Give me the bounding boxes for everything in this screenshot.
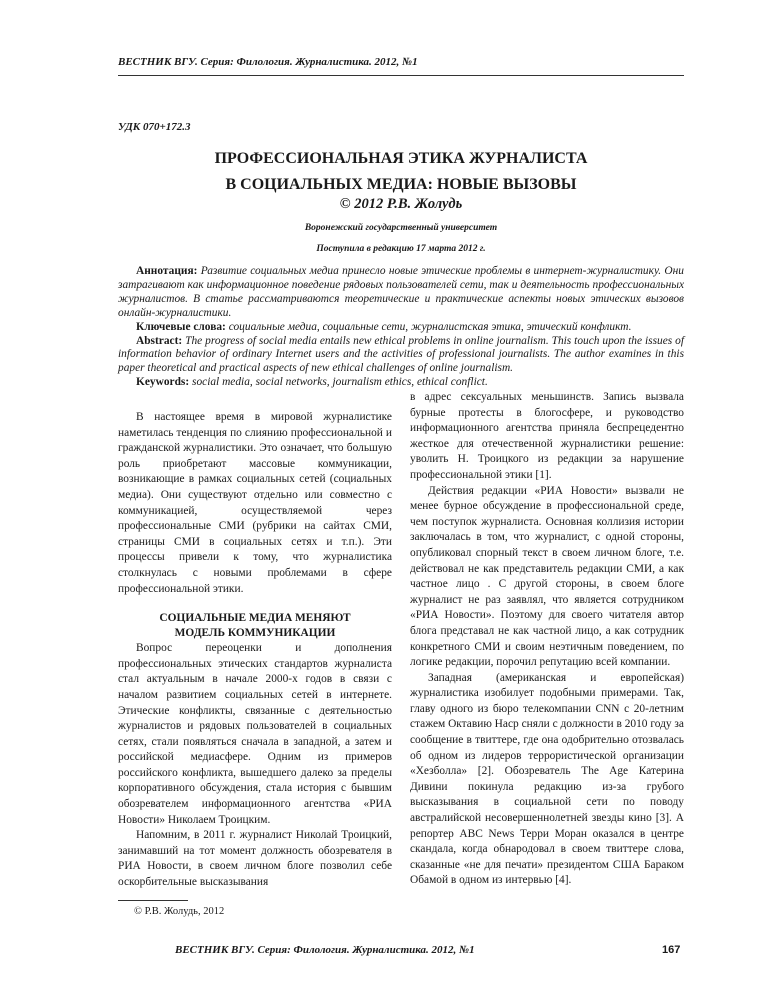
article-title-line-2: В СОЦИАЛЬНЫХ МЕДИА: НОВЫЕ ВЫЗОВЫ [225,176,577,193]
article-title-line-1: ПРОФЕССИОНАЛЬНАЯ ЭТИКА ЖУРНАЛИСТА [214,150,588,167]
body-paragraph: В настоящее время в мировой журналистике наметилась тенденция по слиянию профессиональной и гражданской журналистики. Это означает, что большую роль приобретают массовые коммуникации, возникающие в рамках социальных сетей (социальных медиа). Они существуют отдельно или совместно с коммуникацией, осуществляемой через профессиональные СМИ (рубрики на сайтах СМИ, страницы СМИ в социальных сетях и т.п.). Эти процессы привели к тому, что журналистика столкнулась с новыми проблемами в сфере профессиональной этики. [118,411,392,595]
right-column [410,390,684,889]
body-paragraph: Западная (американская и европейская) журналистика изобилует подобными примерами. Так, главу одного из бюро телекомпании CNN с 20-летним стажем Октавию Наср сняли с должности в 2010 году за сообщение в твиттере, где она одобрительно отозвалась об одном из лидеров террористической организации «Хезболла» [2]. Обозреватель The Age Катерина Дивини покинула редакцию из-за грубого высказывания в социальной сети по поводу австралийской несовершеннолетней звезды кино [3]. А репортер ABC News Терри Моран оказался в центре скандала, когда обнародовал в своем твиттере слова, сказанные «не для печати» президентом США Бараком Обамой в одном из интервью [4]. [410,671,684,887]
udc-code: УДК 070+172.3 [118,121,191,133]
section-heading-line-1: СОЦИАЛЬНЫЕ МЕДИА МЕНЯЮТ [159,612,351,625]
abstract-en [118,335,684,377]
keywords-en-text: social media, social networks, journalism ethics, ethical conflict. [192,376,488,389]
keywords-en [118,376,684,390]
abstract-ru-label: Аннотация: [136,265,198,277]
abstract-en-text: The progress of social media entails new ethical problems in online journalism. This touch upon the issues of information behavior of ordinary Internet users and the activities of professional journalists. The author examines in this paper theoretical and practical aspects of new ethical challenges of online journalism. [118,334,684,375]
page-number: 167 [662,944,681,956]
received-date: Поступила в редакцию 17 марта 2012 г. [316,244,486,254]
body-paragraph: Действия редакции «РИА Новости» вызвали не менее бурное обсуждение в профессиональной среде, чем поступок журналиста. Основная коллизия истории заключалась в том, что журналист, с одной стороны, опубликовал спорный текст в своем личном блоге, т.е. действовал не как представитель редакции СМИ, а как частное лицо . С другой стороны, в своем блоге журналист не раз заявлял, что является сотрудником «РИА Новости». Поэтому для своего читателя автор блога представал не как частной лицо, а как сотрудник конкретного СМИ и своим неэтичным поведением, по логике редакции, порочил репутацию всей компании. [410,484,684,669]
keywords-en-label: Keywords: [136,376,190,389]
running-header: ВЕСТНИК ВГУ. Серия: Филология. Журналистика. 2012, №1 [118,56,418,68]
copyright-footnote: © Р.В. Жолудь, 2012 [134,906,225,917]
affiliation: Воронежский государственный университет [304,223,498,233]
keywords-ru-label: Ключевые слова: [136,320,226,333]
abstract-block [118,265,684,390]
section-heading-line-2: МОДЕЛЬ КОММУНИКАЦИИ [174,626,336,639]
running-footer: ВЕСТНИК ВГУ. Серия: Филология. Журналистика. 2012, №1 [175,944,475,956]
body-paragraph: Напомним, в 2011 г. журналист Николай Троицкий, занимавший на тот момент должность обозревателя в РИА Новости, в своем личном блоге позволил себе оскорбительные высказывания [118,829,392,889]
abstract-ru [118,265,684,321]
body-paragraph: Вопрос переоценки и дополнения профессиональных этических стандартов журналиста стал актуальным в начале 2000-х годов в связи с началом развитием социальных сетей в интернете. Этические конфликты, связанные с деятельностью журналистов и рядовых пользователей в социальных сетях, стали появляться сначала в западной, а затем и российской медиасфере. Одним из примеров российского конфликта, вышедшего далеко за пределы корпоративного обсуждения, стала история с бывшим обозревателем информационного агентства «РИА Новости» Николаем Троицким. [118,642,392,826]
abstract-ru-text: Развитие социальных медиа принесло новые этические проблемы в интернет-журналистику. Они затрагивают как информационное поведение рядовых пользователей сети, так и деятельность профессиональных журналистов. В статье рассматриваются теоретические и практические аспекты новых этических вызовов онлайн-журналистики. [118,265,684,319]
left-column [118,410,392,891]
footnote-rule [118,900,188,901]
article-title [118,146,684,198]
keywords-ru-text: социальные медиа, социальные сети, журналистская этика, этический конфликт. [228,320,632,333]
abstract-en-label: Abstract: [136,334,183,347]
keywords-ru [118,321,684,335]
section-heading [118,611,392,640]
header-rule [118,75,684,76]
body-paragraph-continued: в адрес сексуальных меньшинств. Запись вызвала бурные протесты в блогосфере, и руководство информационного агентства приняла беспрецедентно жесткое для отечественной журналистики решение: уволить Н. Троицкого из редакции за нарушение профессиональной этики [1]. [410,391,684,481]
author-line: © 2012 Р.В. Жолудь [339,196,463,212]
